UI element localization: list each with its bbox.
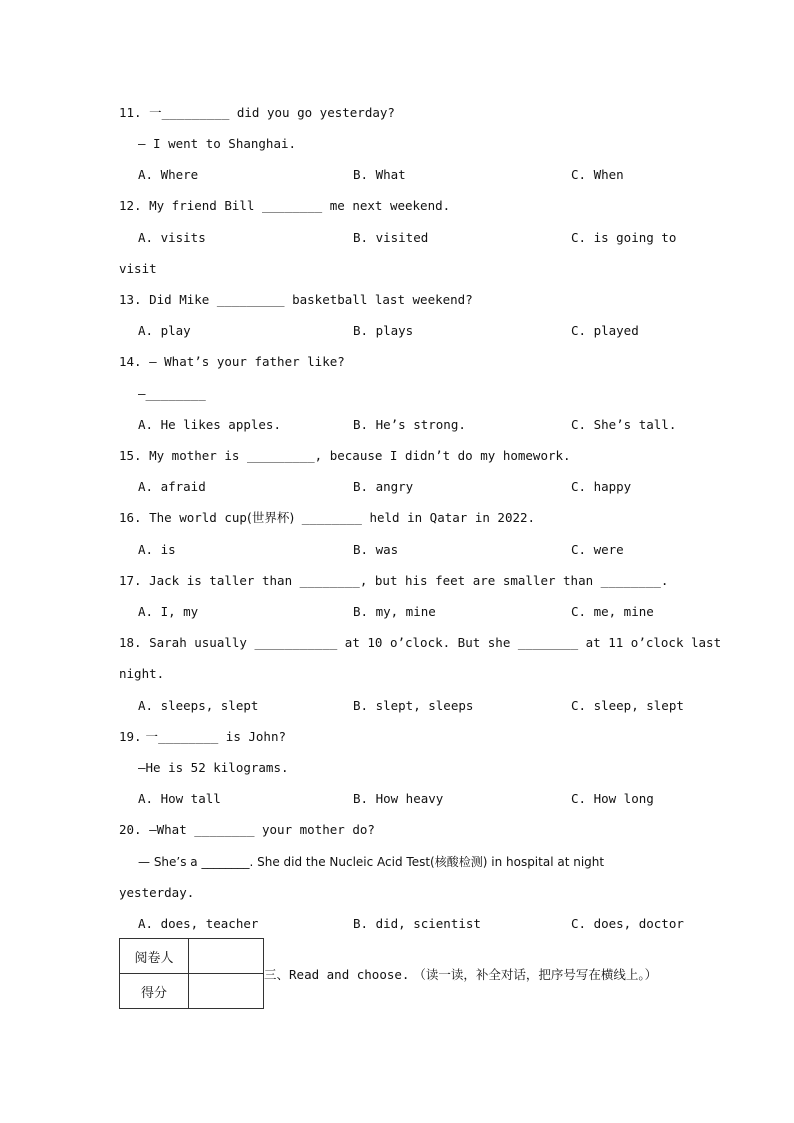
- option-b: B. visited: [353, 230, 429, 245]
- question-text: My friend Bill: [141, 198, 262, 213]
- answer-blank: _________: [216, 292, 285, 307]
- question-text: in hospital at night: [487, 855, 605, 869]
- question-18: [119, 635, 721, 651]
- question-20: [119, 822, 375, 838]
- question-number: 16.: [119, 510, 142, 525]
- question-text: did you go yesterday?: [229, 105, 395, 120]
- option-c: C. were: [571, 542, 624, 557]
- question-text: —What: [141, 822, 195, 837]
- grading-box: [119, 938, 264, 1009]
- option-b: B. He’s strong.: [353, 417, 466, 432]
- question-14: [119, 354, 345, 370]
- question-text: held in Qatar in 2022.: [361, 510, 536, 525]
- option-b: B. was: [353, 542, 399, 557]
- question-number: 17.: [119, 573, 142, 588]
- question-text: basketball last weekend?: [284, 292, 473, 307]
- question-text: .: [660, 573, 669, 588]
- question-text: me next weekend.: [322, 198, 451, 213]
- question-text: Sarah usually: [141, 635, 255, 650]
- answer-blank: ________: [600, 573, 661, 588]
- option-a: A. He likes apples.: [138, 417, 281, 432]
- dialogue-reply: — I went to Shanghai.: [138, 136, 297, 151]
- dash: 一: [149, 105, 162, 120]
- question-number: 20.: [119, 822, 142, 837]
- reviewer-label: 阅卷人: [120, 939, 189, 974]
- option-c: C. is going to: [571, 230, 677, 245]
- question-text: at 10 o’clock. But she: [337, 635, 518, 650]
- option-a: A. afraid: [138, 479, 206, 494]
- question-number: 18.: [119, 635, 142, 650]
- section-title: Read and choose.: [289, 967, 410, 982]
- dialogue-reply: [138, 386, 206, 402]
- dialogue-reply: [138, 854, 604, 870]
- option-c: C. played: [571, 323, 639, 338]
- answer-blank: ________: [145, 386, 206, 401]
- option-c: C. does, doctor: [571, 916, 684, 931]
- option-a: A. How tall: [138, 791, 221, 806]
- question-number: 19.: [119, 729, 142, 744]
- score-field: [189, 974, 264, 1009]
- dash: —: [138, 386, 146, 401]
- option-a: A. Where: [138, 167, 199, 182]
- option-a: A. is: [138, 542, 176, 557]
- answer-blank: ________: [158, 729, 219, 744]
- question-12: [119, 198, 450, 214]
- answer-blank: _________: [161, 105, 230, 120]
- answer-blank: ________: [262, 198, 323, 213]
- question-number: 12.: [119, 198, 142, 213]
- dash: 一: [141, 729, 159, 744]
- question-number: 11.: [119, 105, 142, 120]
- question-15: [119, 448, 571, 464]
- question-text: your mother do?: [254, 822, 375, 837]
- option-a: A. play: [138, 323, 191, 338]
- question-13: [119, 292, 473, 308]
- option-b: B. my, mine: [353, 604, 436, 619]
- question-text: at 11 o’clock last: [578, 635, 722, 650]
- question-17: [119, 573, 668, 589]
- option-b: B. plays: [353, 323, 414, 338]
- answer-blank: ________: [299, 573, 360, 588]
- option-a: A. I, my: [138, 604, 199, 619]
- section-heading: [264, 967, 657, 983]
- question-text: Jack is taller than: [141, 573, 300, 588]
- question-number: 13.: [119, 292, 142, 307]
- question-text: , but his feet are smaller than: [359, 573, 601, 588]
- option-c: C. She’s tall.: [571, 417, 677, 432]
- question-text: . She did the Nucleic Acid Test: [249, 855, 431, 869]
- option-a: A. does, teacher: [138, 916, 259, 931]
- option-b: B. did, scientist: [353, 916, 481, 931]
- section-instruction: （读一读，补全对话，把序号写在横线上。）: [409, 967, 658, 982]
- option-a: A. sleeps, slept: [138, 698, 259, 713]
- dialogue-reply: —He is 52 kilograms.: [138, 760, 289, 775]
- answer-blank: ________: [517, 635, 579, 650]
- question-text: , because I didn’t do my homework.: [314, 448, 571, 463]
- question-text: The world cup: [141, 510, 247, 525]
- option-b: B. slept, sleeps: [353, 698, 474, 713]
- answer-blank: ________: [201, 855, 250, 869]
- question-text: is John?: [218, 729, 287, 744]
- chinese-gloss: (世界杯): [246, 510, 295, 525]
- option-a: A. visits: [138, 230, 206, 245]
- option-b: B. How heavy: [353, 791, 444, 806]
- chinese-gloss: (核酸检测): [430, 855, 488, 869]
- question-number: 15.: [119, 448, 142, 463]
- option-c: C. How long: [571, 791, 654, 806]
- question-16: [119, 510, 535, 526]
- option-c: C. sleep, slept: [571, 698, 684, 713]
- question-11: [119, 105, 395, 121]
- question-wrap: yesterday.: [119, 885, 195, 900]
- answer-blank: ________: [194, 822, 255, 837]
- answer-blank: ___________: [254, 635, 338, 650]
- question-wrap: night.: [119, 666, 165, 681]
- question-text: My mother is: [141, 448, 247, 463]
- answer-blank: ________: [301, 510, 362, 525]
- question-text: — She’s a: [138, 855, 202, 869]
- question-text: — What’s your father like?: [141, 354, 345, 369]
- answer-blank: _________: [246, 448, 315, 463]
- reviewer-field: [189, 939, 264, 974]
- option-b: B. What: [353, 167, 406, 182]
- option-c: C. When: [571, 167, 624, 182]
- score-label: 得分: [120, 974, 189, 1009]
- question-number: 14.: [119, 354, 142, 369]
- option-c: C. happy: [571, 479, 632, 494]
- question-text: Did Mike: [141, 292, 217, 307]
- option-c-wrap: visit: [119, 261, 157, 276]
- option-b: B. angry: [353, 479, 414, 494]
- section-number: 三、: [264, 967, 290, 982]
- option-c: C. me, mine: [571, 604, 654, 619]
- question-19: [119, 729, 286, 745]
